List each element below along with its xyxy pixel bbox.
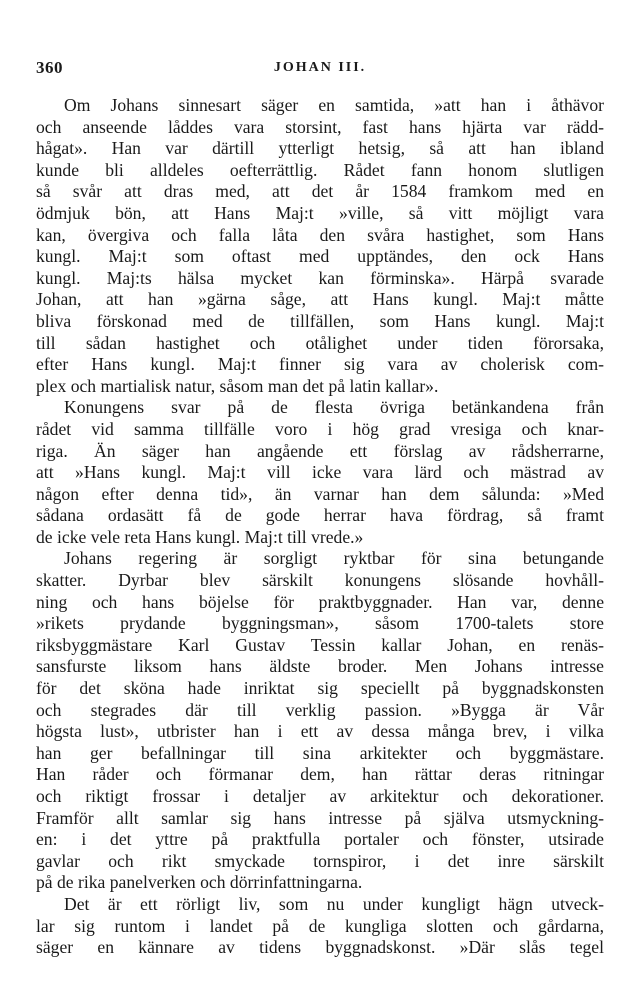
text-line: Framför allt samlar sig hans intresse på själva utsmyckning- [36,807,604,828]
text-line: de icke vele reta Hans kungl. Maj:t till vrede.» [36,526,364,547]
text-line: att »Hans kungl. Maj:t vill icke vara lärd och mästrad av [36,462,604,483]
body-text [36,95,604,959]
running-title: JOHAN III. [273,60,367,75]
text-line: sådana ordasätt få de gode herrar hava fördrag, så framt [36,505,604,526]
text-line: högsta lust», utbrister han i ett av dessa många brev, i vilka [36,721,604,742]
text-line: till sådan hastighet och otålighet under tiden förorsaka, [36,332,604,353]
text-line: kan, övergiva och falla låta den svåra hastighet, som Hans [36,224,604,245]
text-line: plex och martialisk natur, såsom man det på latin kallar». [36,375,439,396]
text-line: kungl. Maj:t som oftast med upptändes, den ock Hans [36,246,604,267]
text-line: Johan, att han »gärna såge, att Hans kungl. Maj:t måtte [36,289,604,310]
book-page [36,0,604,989]
text-line: Konungens svar på de flesta övriga betänkandena från [64,397,604,418]
text-line: Om Johans sinnesart säger en samtida, »att han i åthävor [64,95,604,115]
text-line: och riktigt frossar i detaljer av arkitektur och dekorationer. [36,786,604,806]
text-line: efter Hans kungl. Maj:t finner sig vara av cholerisk com- [36,354,604,375]
text-line: kungl. Maj:ts hälsa mycket kan förminska». Härpå svarade [36,267,604,288]
text-line: Johans regering är sorgligt ryktbar för sina betungande [64,548,604,569]
text-line: han ger befallningar till sina arkitekter och byggmästare. [36,742,604,763]
text-line: kunde bli alldeles oefterrättlig. Rådet fann honom slutligen [36,159,604,180]
running-head [36,58,604,82]
text-line: riga. Än säger han angående ett förslag av rådsherrarne, [36,440,604,461]
text-line: lar sig runtom i landet på de kungliga slotten och gårdarna, [36,915,604,936]
text-line: hågat». Han var därtill ytterligt hetsig, så att han ibland [36,138,604,159]
text-line: på de rika panelverken och dörrinfattningarna. [36,872,363,893]
text-line: riksbyggmästare Karl Gustav Tessin kallar Johan, en renäs- [36,634,604,655]
text-line: någon efter denna tid», än varnar han dem sålunda: »Med [36,483,604,504]
text-line: så svår att dras med, att det år 1584 framkom med en [36,181,604,202]
text-line: gavlar och rikt smyckade tornspiror, i det inre särskilt [36,850,604,871]
text-line: ning och hans böjelse för praktbyggnader. Han var, denne [36,591,604,612]
text-line: för det sköna hade inriktat sig speciellt på byggnadskonsten [36,678,604,699]
text-line: ödmjuk bön, att Hans Maj:t »ville, så vitt möjligt vara [36,202,604,223]
page-number: 360 [36,58,63,77]
text-line: »rikets prydande byggningsman», såsom 1700-talets store [36,613,604,634]
text-line: en: i det yttre på praktfulla portaler och fönster, utsirade [36,829,604,850]
text-line: skatter. Dyrbar blev särskilt konungens slösande hovhåll- [36,570,604,591]
text-line: och anseende låddes vara storsint, fast hans hjärta var rädd- [36,116,604,137]
text-line: och stegrades där till verklig passion. »Bygga är Vår [36,699,604,720]
text-line: säger en kännare av tidens byggnadskonst. »Där slås tegel [36,937,604,958]
text-line: rådet vid samma tillfälle voro i hög grad vresiga och knar- [36,418,604,439]
text-line: Han råder och förmanar dem, han rättar deras ritningar [36,764,604,785]
text-line: Det är ett rörligt liv, som nu under kungligt hägn utveck- [64,893,604,914]
text-line: sansfurste liksom hans äldste broder. Men Johans intresse [36,656,604,677]
text-line: bliva förskonad med de tillfällen, som Hans kungl. Maj:t [36,310,604,331]
